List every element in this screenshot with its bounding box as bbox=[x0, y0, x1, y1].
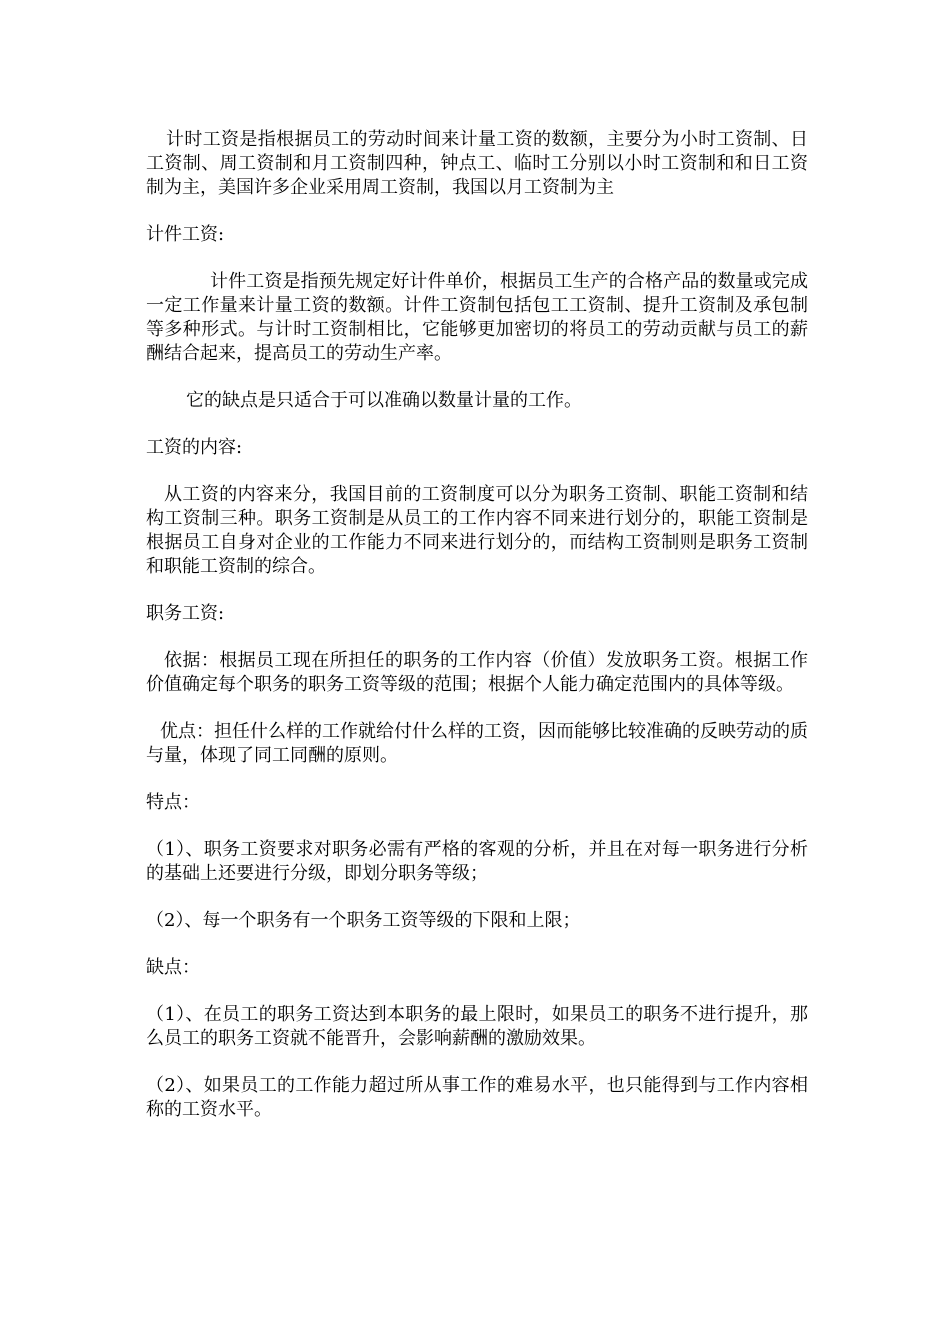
document-page bbox=[146, 128, 808, 1122]
heading-position-wage: 职务工资: bbox=[146, 603, 225, 624]
paragraph-piece-wage: 计件工资是指预先规定好计件单价，根据员工生产的合格产品的数量或完成一定工作量来计量工资的数额。计件工资制包括包工工资制、提升工资制及承包制等多种形式。与计时工资制相比，它能够更加密切的将员工的劳动贡献与员工的薪酬结合起来，提高员工的劳动生产率。 bbox=[146, 271, 808, 364]
heading-drawbacks: 缺点： bbox=[146, 957, 200, 978]
paragraph-position-wage-advantage: 优点：担任什么样的工作就给付什么样的工资，因而能够比较准确的反映劳动的质与量，体现了同工同酬的原则。 bbox=[146, 721, 808, 766]
list-item-drawback-1: （1）、在员工的职务工资达到本职务的最上限时，如果员工的职务不进行提升，那么员工的职务工资就不能晋升，会影响薪酬的激励效果。 bbox=[146, 1004, 808, 1049]
list-item-feature-1: （1）、职务工资要求对职务必需有严格的客观的分析，并且在对每一职务进行分析的基础上还要进行分级，即划分职务等级； bbox=[146, 839, 808, 884]
heading-features: 特点： bbox=[146, 792, 200, 813]
paragraph-piece-wage-drawback: 它的缺点是只适合于可以准确以数量计量的工作。 bbox=[186, 390, 582, 411]
heading-wage-content: 工资的内容: bbox=[146, 437, 243, 458]
list-item-drawback-2: （2）、如果员工的工作能力超过所从事工作的难易水平，也只能得到与工作内容相称的工资水平。 bbox=[146, 1075, 808, 1120]
paragraph-hourly-wage: 计时工资是指根据员工的劳动时间来计量工资的数额，主要分为小时工资制、日工资制、周工资制和月工资制四种，钟点工、临时工分别以小时工资制和和日工资制为主，美国许多企业采用周工资制，我国以月工资制为主 bbox=[146, 129, 808, 198]
heading-piece-wage: 计件工资: bbox=[146, 224, 225, 245]
list-item-feature-2: （2）、每一个职务有一个职务工资等级的下限和上限； bbox=[146, 910, 581, 931]
paragraph-wage-content: 从工资的内容来分，我国目前的工资制度可以分为职务工资制、职能工资制和结构工资制三种。职务工资制是从员工的工作内容不同来进行划分的，职能工资制是根据员工自身对企业的工作能力不同来进行划分的，而结构工资制则是职务工资制和职能工资制的综合。 bbox=[146, 484, 808, 577]
paragraph-position-wage-basis: 依据：根据员工现在所担任的职务的工作内容（价值）发放职务工资。根据工作价值确定每个职务的职务工资等级的范围；根据个人能力确定范围内的具体等级。 bbox=[146, 650, 808, 695]
